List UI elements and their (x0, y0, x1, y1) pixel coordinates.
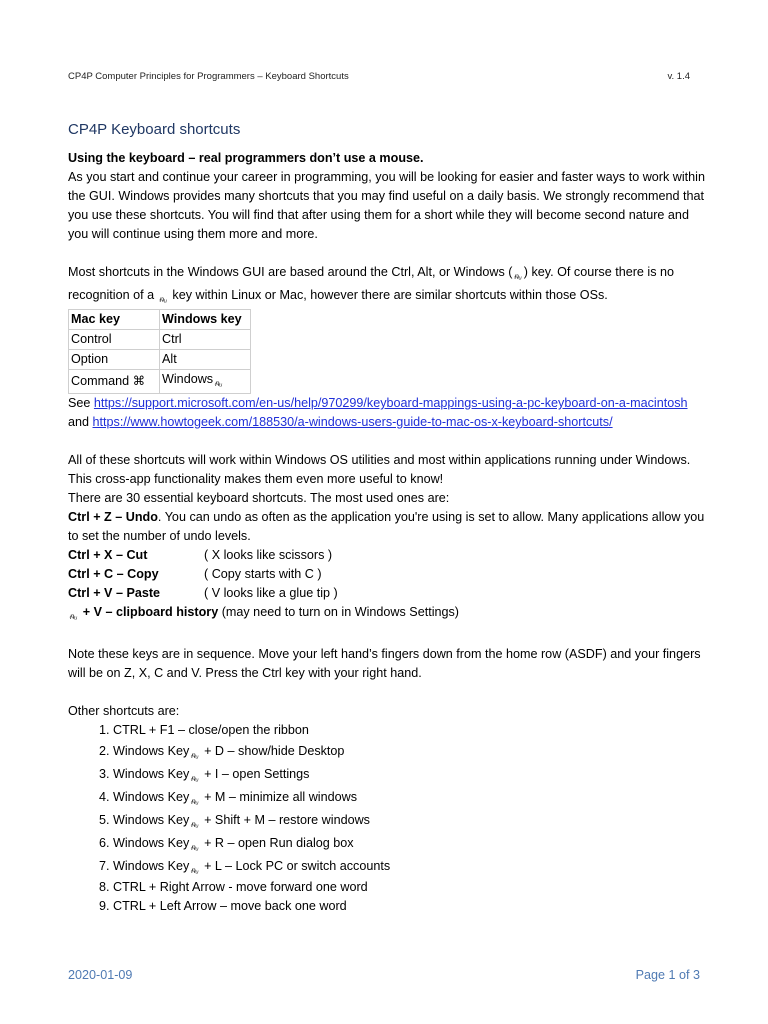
key-mapping-table (68, 309, 251, 394)
list-item: 3. Windows Key ᵰᵤ + I – open Settings (113, 763, 708, 786)
list-item: 4. Windows Key ᵰᵤ + M – minimize all windows (113, 786, 708, 809)
table-cell: Ctrl (160, 330, 251, 350)
see-links-paragraph: See https://support.microsoft.com/en-us/help/970299/keyboard-mappings-using-a-pc-keyboard-on-a-macintosh and https://www.howtogeek.com/188530/a-windows-users-guide-to-mac-os-x-keyboard-shortcuts/ (68, 396, 688, 429)
windows-key-icon: ᵰᵤ (70, 612, 78, 621)
windows-key-icon: ᵰᵤ (191, 774, 199, 783)
other-shortcuts-heading: Other shortcuts are: (68, 704, 180, 718)
microsoft-keyboard-mapping-link[interactable]: https://support.microsoft.com/en-us/help/970299/keyboard-mappings-using-a-pc-keyboard-on-a-macintosh (93, 396, 688, 410)
list-item: 6. Windows Key ᵰᵤ + R – open Run dialog box (113, 832, 708, 855)
intro-heading: Using the keyboard – real programmers don’t use a mouse. (68, 151, 424, 165)
table-cell: Command ⌘ (69, 370, 160, 394)
windows-key-icon: ᵰᵤ (191, 797, 199, 806)
table-header-cell: Windows key (160, 310, 251, 330)
undo-shortcut: Ctrl + Z – Undo. You can undo as often as the application you're using is set to allow. Many applications allow you to set the number of undo levels. (68, 510, 705, 543)
shortcut-paste: Ctrl + V – Paste ( V looks like a glue tip ) (68, 586, 338, 600)
windows-key-icon: ᵰᵤ (191, 820, 199, 829)
shortcut-clipboard-history: ᵰᵤ + V – clipboard history (may need to turn on in Windows Settings) (68, 603, 708, 626)
windows-key-icon: ᵰᵤ (159, 295, 167, 304)
table-cell: Control (69, 330, 160, 350)
table-row (69, 330, 251, 350)
windows-key-icon: ᵰᵤ (191, 751, 199, 760)
list-item: 7. Windows Key ᵰᵤ + L – Lock PC or switch accounts (113, 855, 708, 878)
table-cell: Alt (160, 350, 251, 370)
header-version: v. 1.4 (667, 71, 690, 82)
document-title: CP4P Keyboard shortcuts (68, 121, 241, 138)
windows-key-icon: ᵰᵤ (514, 272, 522, 281)
list-item: 9. CTRL + Left Arrow – move back one word (113, 897, 708, 916)
shortcut-cut: Ctrl + X – Cut ( X looks like scissors ) (68, 548, 333, 562)
howtogeek-guide-link[interactable]: https://www.howtogeek.com/188530/a-windows-users-guide-to-mac-os-x-keyboard-shortcuts/ (92, 415, 613, 429)
shortcut-basis-paragraph: Most shortcuts in the Windows GUI are based around the Ctrl, Alt, or Windows ( ᵰᵤ ) key. Of course there is no recognition of a ᵰᵤ key within Linux or Mac, however there are similar shortcuts within those OSs. (68, 263, 708, 309)
table-header-row (69, 310, 251, 330)
cross-app-paragraph: All of these shortcuts will work within Windows OS utilities and most within applications running under Windows. This cross-app functionality makes them even more useful to know! (68, 453, 691, 486)
list-item: 1. CTRL + F1 – close/open the ribbon (113, 721, 708, 740)
document-body (68, 149, 708, 916)
footer-date: 2020-01-09 (68, 968, 133, 982)
other-shortcuts-list (68, 721, 708, 916)
table-row (69, 350, 251, 370)
essential-shortcuts-intro: There are 30 essential keyboard shortcuts. The most used ones are: (68, 491, 450, 505)
list-item: 8. CTRL + Right Arrow - move forward one word (113, 878, 708, 897)
list-item: 5. Windows Key ᵰᵤ + Shift + M – restore windows (113, 809, 708, 832)
windows-key-icon: ᵰᵤ (191, 866, 199, 875)
windows-key-icon: ᵰᵤ (215, 379, 223, 388)
table-cell: Windows ᵰᵤ (160, 370, 251, 394)
shortcut-copy: Ctrl + C – Copy ( Copy starts with C ) (68, 567, 322, 581)
page-header (68, 71, 690, 82)
table-header-cell: Mac key (69, 310, 160, 330)
list-item: 2. Windows Key ᵰᵤ + D – show/hide Desktop (113, 740, 708, 763)
footer-page-number: Page 1 of 3 (635, 968, 700, 982)
page-footer (68, 968, 700, 982)
table-cell: Option (69, 350, 160, 370)
sequence-note: Note these keys are in sequence. Move your left hand’s fingers down from the home row (ASDF) and your fingers will be on Z, X, C and V. Press the Ctrl key with your right hand. (68, 647, 701, 680)
table-row (69, 370, 251, 394)
header-title: CP4P Computer Principles for Programmers – Keyboard Shortcuts (68, 71, 349, 82)
intro-text: As you start and continue your career in programming, you will be looking for easier and faster ways to work within the GUI. Windows provides many shortcuts that you may find useful on a daily basis. We strongly recommend that you use these shortcuts. You will find that after using them for a short while they will become second nature and you will continue using them more and more. (68, 170, 705, 241)
windows-key-icon: ᵰᵤ (191, 843, 199, 852)
